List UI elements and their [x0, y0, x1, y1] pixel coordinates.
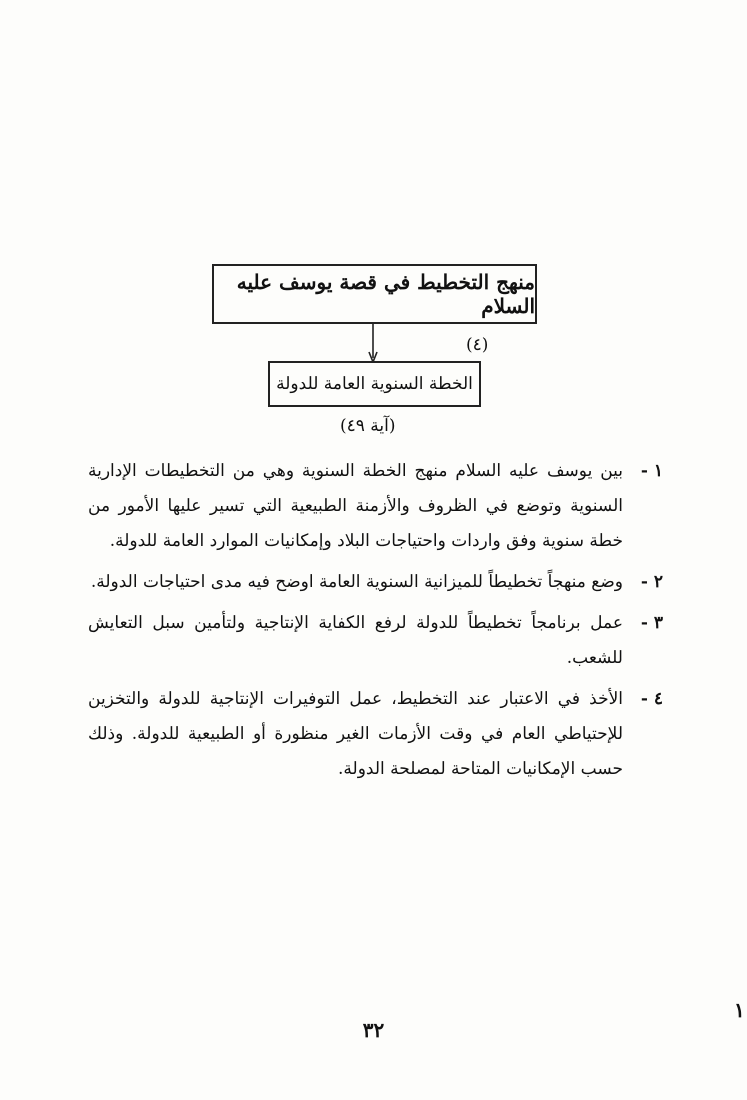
diagram-title-box [212, 264, 537, 324]
list-item [88, 565, 663, 600]
item-text: عمل برنامجاً تخطيطاً للدولة لرفع الكفاية الإنتاجية ولتأمين سبل التعايش للشعب. [88, 613, 623, 668]
connector-arrow [368, 322, 378, 364]
item-text: وضع منهجاً تخطيطاً للميزانية السنوية العامة اوضح فيه مدى احتياجات الدولة. [90, 572, 623, 592]
list-item [88, 606, 663, 676]
item-number: ٤ - [640, 689, 663, 709]
plan-box [268, 361, 481, 407]
page-number: ٣٢ [362, 1018, 385, 1042]
item-number: ٣ - [640, 613, 663, 633]
item-number: ١ - [640, 461, 663, 481]
corner-mark: ١ [734, 998, 745, 1022]
item-number: ٢ - [640, 572, 663, 592]
list-item [88, 454, 663, 559]
diagram-title: منهج التخطيط في قصة يوسف عليه السلام [236, 270, 535, 318]
list-item [88, 682, 663, 787]
item-text: الأخذ في الاعتبار عند التخطيط، عمل التوفيرات الإنتاجية للدولة والتخزين للإحتياطي العام في وقت الأزمات الغير منظورة أو الطبيعية للدولة. وذلك حسب الإمكانيات المتاحة لمصلحة الدولة. [88, 689, 623, 779]
verse-reference: (آية ٤٩) [340, 416, 396, 436]
item-text: بين يوسف عليه السلام منهج الخطة السنوية وهي من التخطيطات الإدارية السنوية وتوضع في الظروف والأزمنة الطبيعية التي تسير عليها الأمور من خطة سنوية وفق واردات واحتياجات البلاد وإمكانيات الموارد العامة للدولة. [88, 461, 623, 551]
plan-label: الخطة السنوية العامة للدولة [276, 374, 473, 394]
points-list [88, 454, 663, 793]
section-number: (٤) [466, 335, 489, 355]
